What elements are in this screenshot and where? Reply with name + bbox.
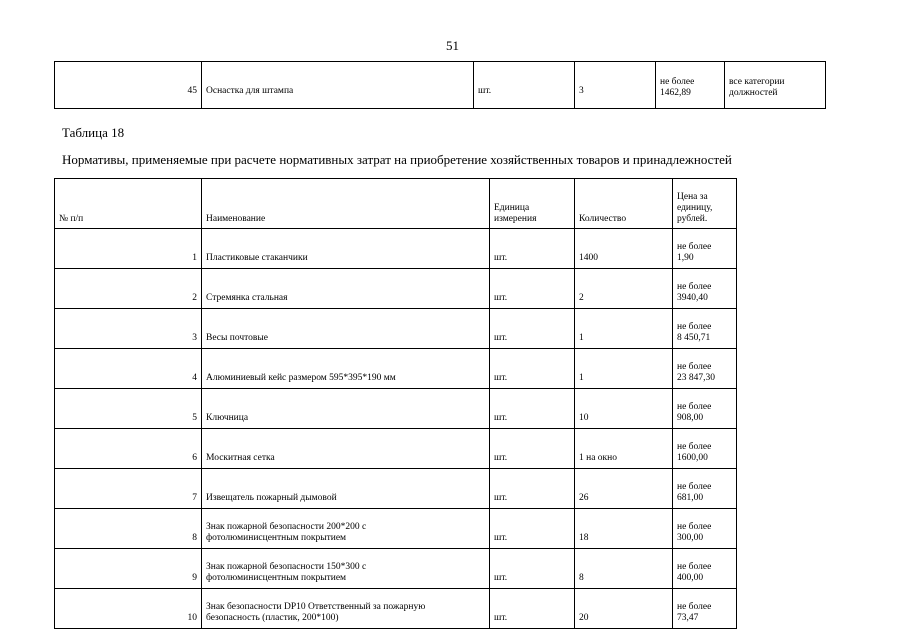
row-unit: шт. (490, 469, 575, 509)
row-name (202, 429, 490, 469)
row-name (202, 269, 490, 309)
row-unit: шт. (490, 429, 575, 469)
price-value: 908,00 (677, 413, 704, 423)
price-value: 23 847,30 (677, 373, 715, 383)
table-row (55, 229, 737, 269)
row-name (202, 389, 490, 429)
row-number: 9 (55, 549, 202, 589)
price-prefix: не более (677, 562, 712, 572)
row-name (202, 309, 490, 349)
row-name-line2: Пластиковые стаканчики (206, 253, 308, 263)
row-name-line2: Стремянка стальная (206, 293, 288, 303)
header-number: № п/п (55, 179, 202, 229)
row-name-line1: Знак пожарной безопасности 150*300 с (206, 562, 367, 572)
price-prefix: не более (660, 77, 695, 87)
price-prefix: не более (677, 402, 712, 412)
table-row (55, 349, 737, 389)
price-value: 8 450,71 (677, 333, 711, 343)
price-prefix: не более (677, 322, 712, 332)
page-number: 51 (446, 38, 459, 53)
table-row (55, 509, 737, 549)
header-price-line3: рублей. (677, 214, 708, 224)
row-quantity: 18 (575, 509, 673, 549)
row-name-line2: Москитная сетка (206, 453, 275, 463)
row-name-line1: Знак пожарной безопасности 200*200 с (206, 522, 367, 532)
price-value: 400,00 (677, 573, 704, 583)
table-row (55, 269, 737, 309)
header-unit-line1: Единица (494, 203, 530, 213)
price-value: 1600,00 (677, 453, 708, 463)
row-quantity: 10 (575, 389, 673, 429)
price-value: 1462,89 (660, 88, 691, 98)
table-body (55, 229, 737, 629)
row-name (202, 469, 490, 509)
category-line1: все категории (729, 77, 785, 87)
row-price (673, 469, 737, 509)
row-quantity: 1400 (575, 229, 673, 269)
row-number: 5 (55, 389, 202, 429)
price-value: 1,90 (677, 253, 694, 263)
row-unit: шт. (490, 349, 575, 389)
price-value: 3940,40 (677, 293, 708, 303)
price-prefix: не более (677, 482, 712, 492)
table-row (55, 469, 737, 509)
table-row (55, 549, 737, 589)
row-number: 2 (55, 269, 202, 309)
row-name-line2: фотолюминисцентным покрытием (206, 573, 347, 583)
price-prefix: не более (677, 362, 712, 372)
row-quantity: 8 (575, 549, 673, 589)
price-value: 73,47 (677, 613, 699, 623)
header-price-line1: Цена за (677, 192, 708, 202)
row-unit: шт. (490, 389, 575, 429)
table-row (55, 429, 737, 469)
row-name-line2: Ключница (206, 413, 249, 423)
row-number: 7 (55, 469, 202, 509)
table-row (55, 309, 737, 349)
row-unit: шт. (490, 269, 575, 309)
header-unit-line2: измерения (494, 214, 537, 224)
header-price-line2: единицу, (677, 203, 713, 213)
previous-table-fragment (54, 61, 826, 109)
row-number: 4 (55, 349, 202, 389)
row-name (202, 509, 490, 549)
row-name: Оснастка для штампа (202, 62, 474, 109)
row-number: 3 (55, 309, 202, 349)
table-header-row (55, 179, 737, 229)
price-value: 300,00 (677, 533, 704, 543)
price-value: 681,00 (677, 493, 704, 503)
category-line2: должностей (729, 88, 778, 98)
header-name: Наименование (202, 179, 490, 229)
price-prefix: не более (677, 242, 712, 252)
row-name-line2: Весы почтовые (206, 333, 268, 343)
row-quantity: 1 (575, 309, 673, 349)
row-number: 8 (55, 509, 202, 549)
row-quantity: 3 (575, 62, 656, 109)
row-price (673, 349, 737, 389)
row-category (725, 62, 826, 109)
header-quantity: Количество (575, 179, 673, 229)
row-price (673, 429, 737, 469)
row-price (656, 62, 725, 109)
row-number: 6 (55, 429, 202, 469)
norms-table (54, 178, 737, 629)
row-price (673, 389, 737, 429)
price-prefix: не более (677, 602, 712, 612)
row-quantity: 1 на окно (575, 429, 673, 469)
table-row (55, 62, 826, 109)
table-row (55, 389, 737, 429)
header-price (673, 179, 737, 229)
row-name-line2: безопасность (пластик, 200*100) (206, 613, 339, 623)
row-name (202, 229, 490, 269)
row-price (673, 509, 737, 549)
row-unit: шт. (490, 549, 575, 589)
row-name-line1: Знак безопасности DP10 Ответственный за пожарную (206, 602, 426, 612)
row-price (673, 589, 737, 629)
row-number: 1 (55, 229, 202, 269)
row-price (673, 269, 737, 309)
row-unit: шт. (490, 589, 575, 629)
table-caption: Таблица 18 (62, 125, 125, 140)
row-price (673, 309, 737, 349)
row-name-line2: Алюминиевый кейс размером 595*395*190 мм (206, 373, 396, 383)
row-quantity: 26 (575, 469, 673, 509)
table-title: Нормативы, применяемые при расчете нормативных затрат на приобретение хозяйственных товаров и принадлежностей (62, 152, 732, 167)
row-quantity: 1 (575, 349, 673, 389)
row-unit: шт. (490, 509, 575, 549)
header-unit (490, 179, 575, 229)
row-number: 10 (55, 589, 202, 629)
row-quantity: 2 (575, 269, 673, 309)
row-unit: шт. (490, 229, 575, 269)
row-name-line2: Извещатель пожарный дымовой (206, 493, 337, 503)
row-number: 45 (55, 62, 202, 109)
row-name (202, 349, 490, 389)
price-prefix: не более (677, 282, 712, 292)
table-row (55, 589, 737, 629)
row-name-line2: фотолюминисцентным покрытием (206, 533, 347, 543)
row-price (673, 229, 737, 269)
row-unit: шт. (490, 309, 575, 349)
price-prefix: не более (677, 442, 712, 452)
price-prefix: не более (677, 522, 712, 532)
row-name (202, 589, 490, 629)
row-price (673, 549, 737, 589)
row-name (202, 549, 490, 589)
row-quantity: 20 (575, 589, 673, 629)
row-unit: шт. (474, 62, 575, 109)
